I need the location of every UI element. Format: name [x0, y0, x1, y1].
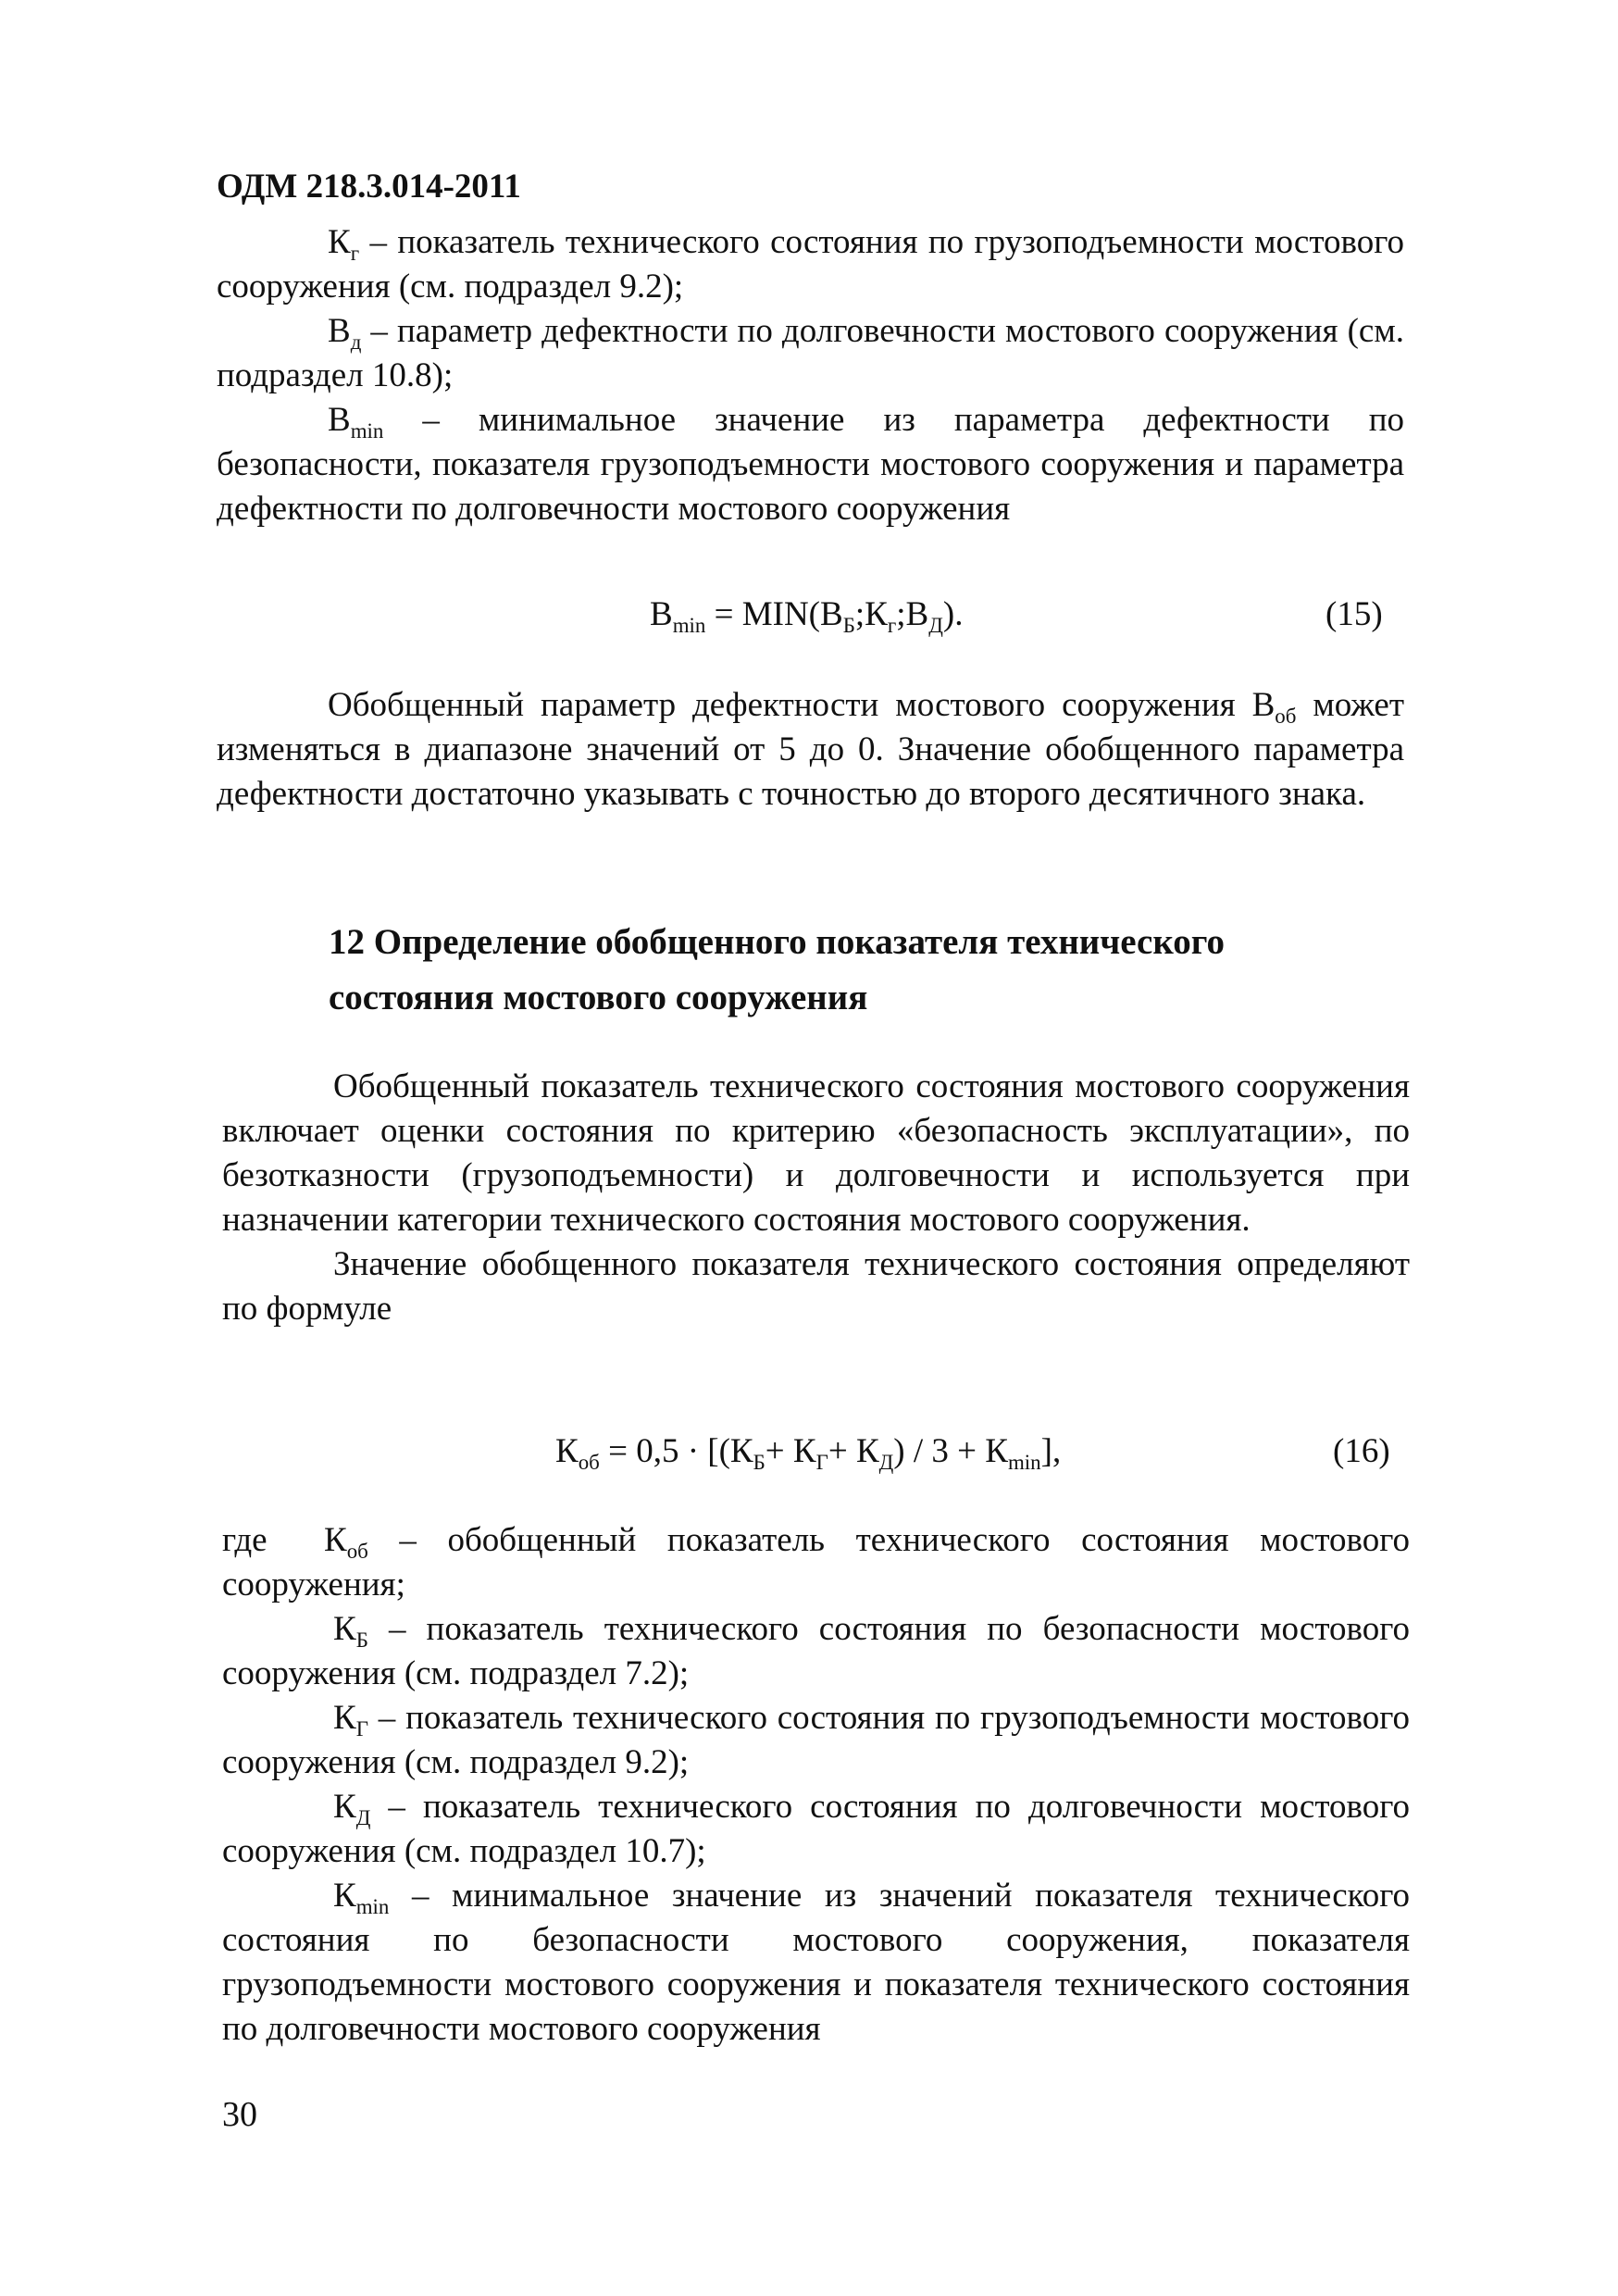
paragraph-formula-intro: Значение обобщенного показателя технического состояния определяют по формуле — [222, 1245, 1410, 1328]
paragraph-defectness: Обобщенный параметр дефектности мостового сооружения $В_{об}$ может изменяться в диапазоне значений от 5 до 0. Значение обобщенного параметра дефектности достаточно указывать с точностью до второго десятичного знака. — [217, 686, 1405, 813]
formula-15: $В_{min}$ = $MIN(В_Б;К_г;В_Д)$. — [650, 595, 964, 638]
definition-kd: $К_Д$ – показатель технического состояния по долговечности мостового сооружения (см. подраздел 10.7); — [222, 1788, 1410, 1870]
top-definitions — [217, 220, 1404, 531]
page-number: 30 — [222, 2095, 257, 2134]
definition-kb: $К_Б$ – показатель технического состояния по безопасности мостового сооружения (см. подраздел 7.2); — [222, 1610, 1410, 1692]
definition-kmin: $К_{min}$ – минимальное значение из значений показателя технического состояния по безопасности мостового сооружения, показателя грузоподъемности мостового сооружения и показателя технического состояния по долговечности мостового сооружения — [222, 1877, 1410, 2048]
definition-kg-bottom: $К_Г$ – показатель технического состояния по грузоподъемности мостового сооружения (см. подраздел 9.2); — [222, 1699, 1410, 1781]
document-code-header: ОДМ 218.3.014-2011 — [217, 168, 521, 206]
section-heading — [329, 915, 1412, 1026]
definition-kg: $К_г$ – показатель технического состояния по грузоподъемности мостового сооружения (см. подраздел 9.2); — [217, 223, 1404, 306]
equation-number-15: (15) — [1326, 595, 1383, 633]
heading-line-1: 12 Определение обобщенного показателя технического — [329, 922, 1226, 962]
definition-vmin: $В_{min}$ – минимальное значение из параметра дефектности по безопасности, показателя грузоподъемности мостового сооружения и параметра дефектности по долговечности мостового сооружения — [217, 401, 1404, 528]
bottom-definitions — [222, 1518, 1410, 2052]
definition-vd: $В_д$ – параметр дефектности по долговечности мостового сооружения (см. подраздел 10.8); — [217, 312, 1404, 394]
formula-16: $К_{об} = 0,5 \cdot [(К_Б+ К_Г+ К_Д) / 3 + К_{min}]$, — [555, 1432, 1062, 1475]
section-body — [222, 1065, 1410, 1331]
equation-number-16: (16) — [1333, 1432, 1390, 1470]
definition-kob: где $К_{об}$ – обобщенный показатель технического состояния мостового сооружения; — [222, 1521, 1410, 1603]
heading-line-2: состояния мостового сооружения — [329, 978, 868, 1017]
paragraph-overview: Обобщенный показатель технического состояния мостового сооружения включает оценки состояния по критерию «безопасность эксплуатации», по безотказности (грузоподъемности) и долговечности и используется при назначении категории технического состояния мостового сооружения. — [222, 1067, 1410, 1239]
